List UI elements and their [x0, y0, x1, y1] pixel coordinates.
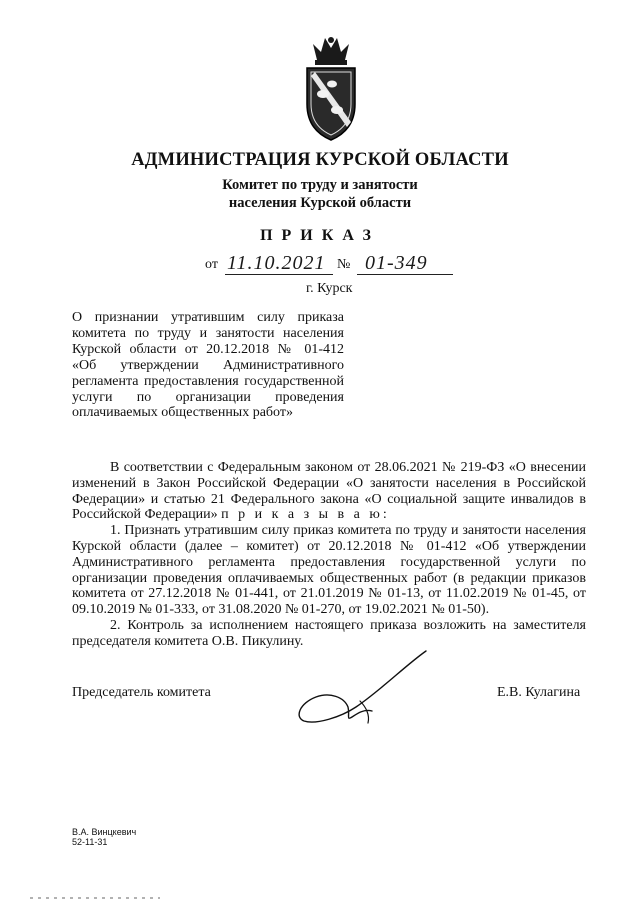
subject-line: услуги по организации проведения — [72, 389, 344, 405]
decree-word: п р и к а з ы в а ю: — [221, 507, 390, 523]
clause-1: 1. Признать утратившим силу приказ комитета по труду и занятости населения Курской области (далее – комитет) от 20.12.2018 № 01-412 «Об утверждении Административного регламента предоставления государственной услуги по организации проведения оплачиваемых общественных работ (в редакции приказов комитета от 27.12.2018 № 01-441, от 21.01.2019 № 01-13, от 11.02.2019 № 01-45, от 09.10.2019 № 01-333, от 31.08.2020 № 01-270, от 19.02.2021 № 01-50). — [72, 523, 586, 618]
committee-name — [0, 176, 640, 212]
handwritten-signature — [286, 645, 436, 730]
order-title: ПРИКАЗ — [260, 227, 380, 244]
preamble-text: В соответствии с Федеральным законом от 28.06.2021 № 219-ФЗ «О внесении изменений в Закон Российской Федерации «О занятости населения в Российской Федерации» и статью 21 Федерального закона «О социальной защите инвалидов в Российской Федерации» — [72, 460, 586, 523]
city: г. Курск — [306, 281, 353, 296]
committee-line-1: Комитет по труду и занятости — [222, 177, 418, 193]
executor-info — [72, 827, 136, 847]
signatory-title: Председатель комитета — [72, 685, 211, 700]
order-body — [72, 460, 586, 650]
scan-artifact — [30, 895, 160, 901]
organization-title: АДМИНИСТРАЦИЯ КУРСКОЙ ОБЛАСТИ — [131, 150, 509, 170]
date-label: от — [205, 257, 218, 272]
subject-line: «Об утверждении Административного — [72, 357, 344, 373]
coat-of-arms-icon — [299, 34, 363, 146]
subject-line: комитета по труду и занятости населения — [72, 325, 344, 341]
signatory-name: Е.В. Кулагина — [497, 685, 581, 700]
committee-line-2: населения Курской области — [228, 195, 412, 211]
subject-line: О признании утратившим силу приказа — [72, 310, 344, 325]
subject-line: Курской области от 20.12.2018 № 01-412 — [72, 341, 344, 357]
number-handwritten: 01-349 — [365, 252, 428, 274]
order-subject — [72, 310, 344, 421]
clause-2: 2. Контроль за исполнением настоящего приказа возложить на заместителя председателя комитета О.В. Пикулину. — [72, 617, 586, 649]
executor-phone: 52-11-31 — [72, 837, 108, 847]
number-label: № — [337, 257, 351, 272]
order-date-number — [205, 254, 455, 278]
subject-line: оплачиваемых общественных работ» — [72, 405, 293, 421]
date-handwritten: 11.10.2021 — [227, 252, 326, 274]
executor-name: В.А. Винцкевич — [72, 827, 137, 837]
preamble-paragraph — [72, 460, 586, 523]
subject-line: регламента предоставления государственной — [72, 373, 344, 389]
